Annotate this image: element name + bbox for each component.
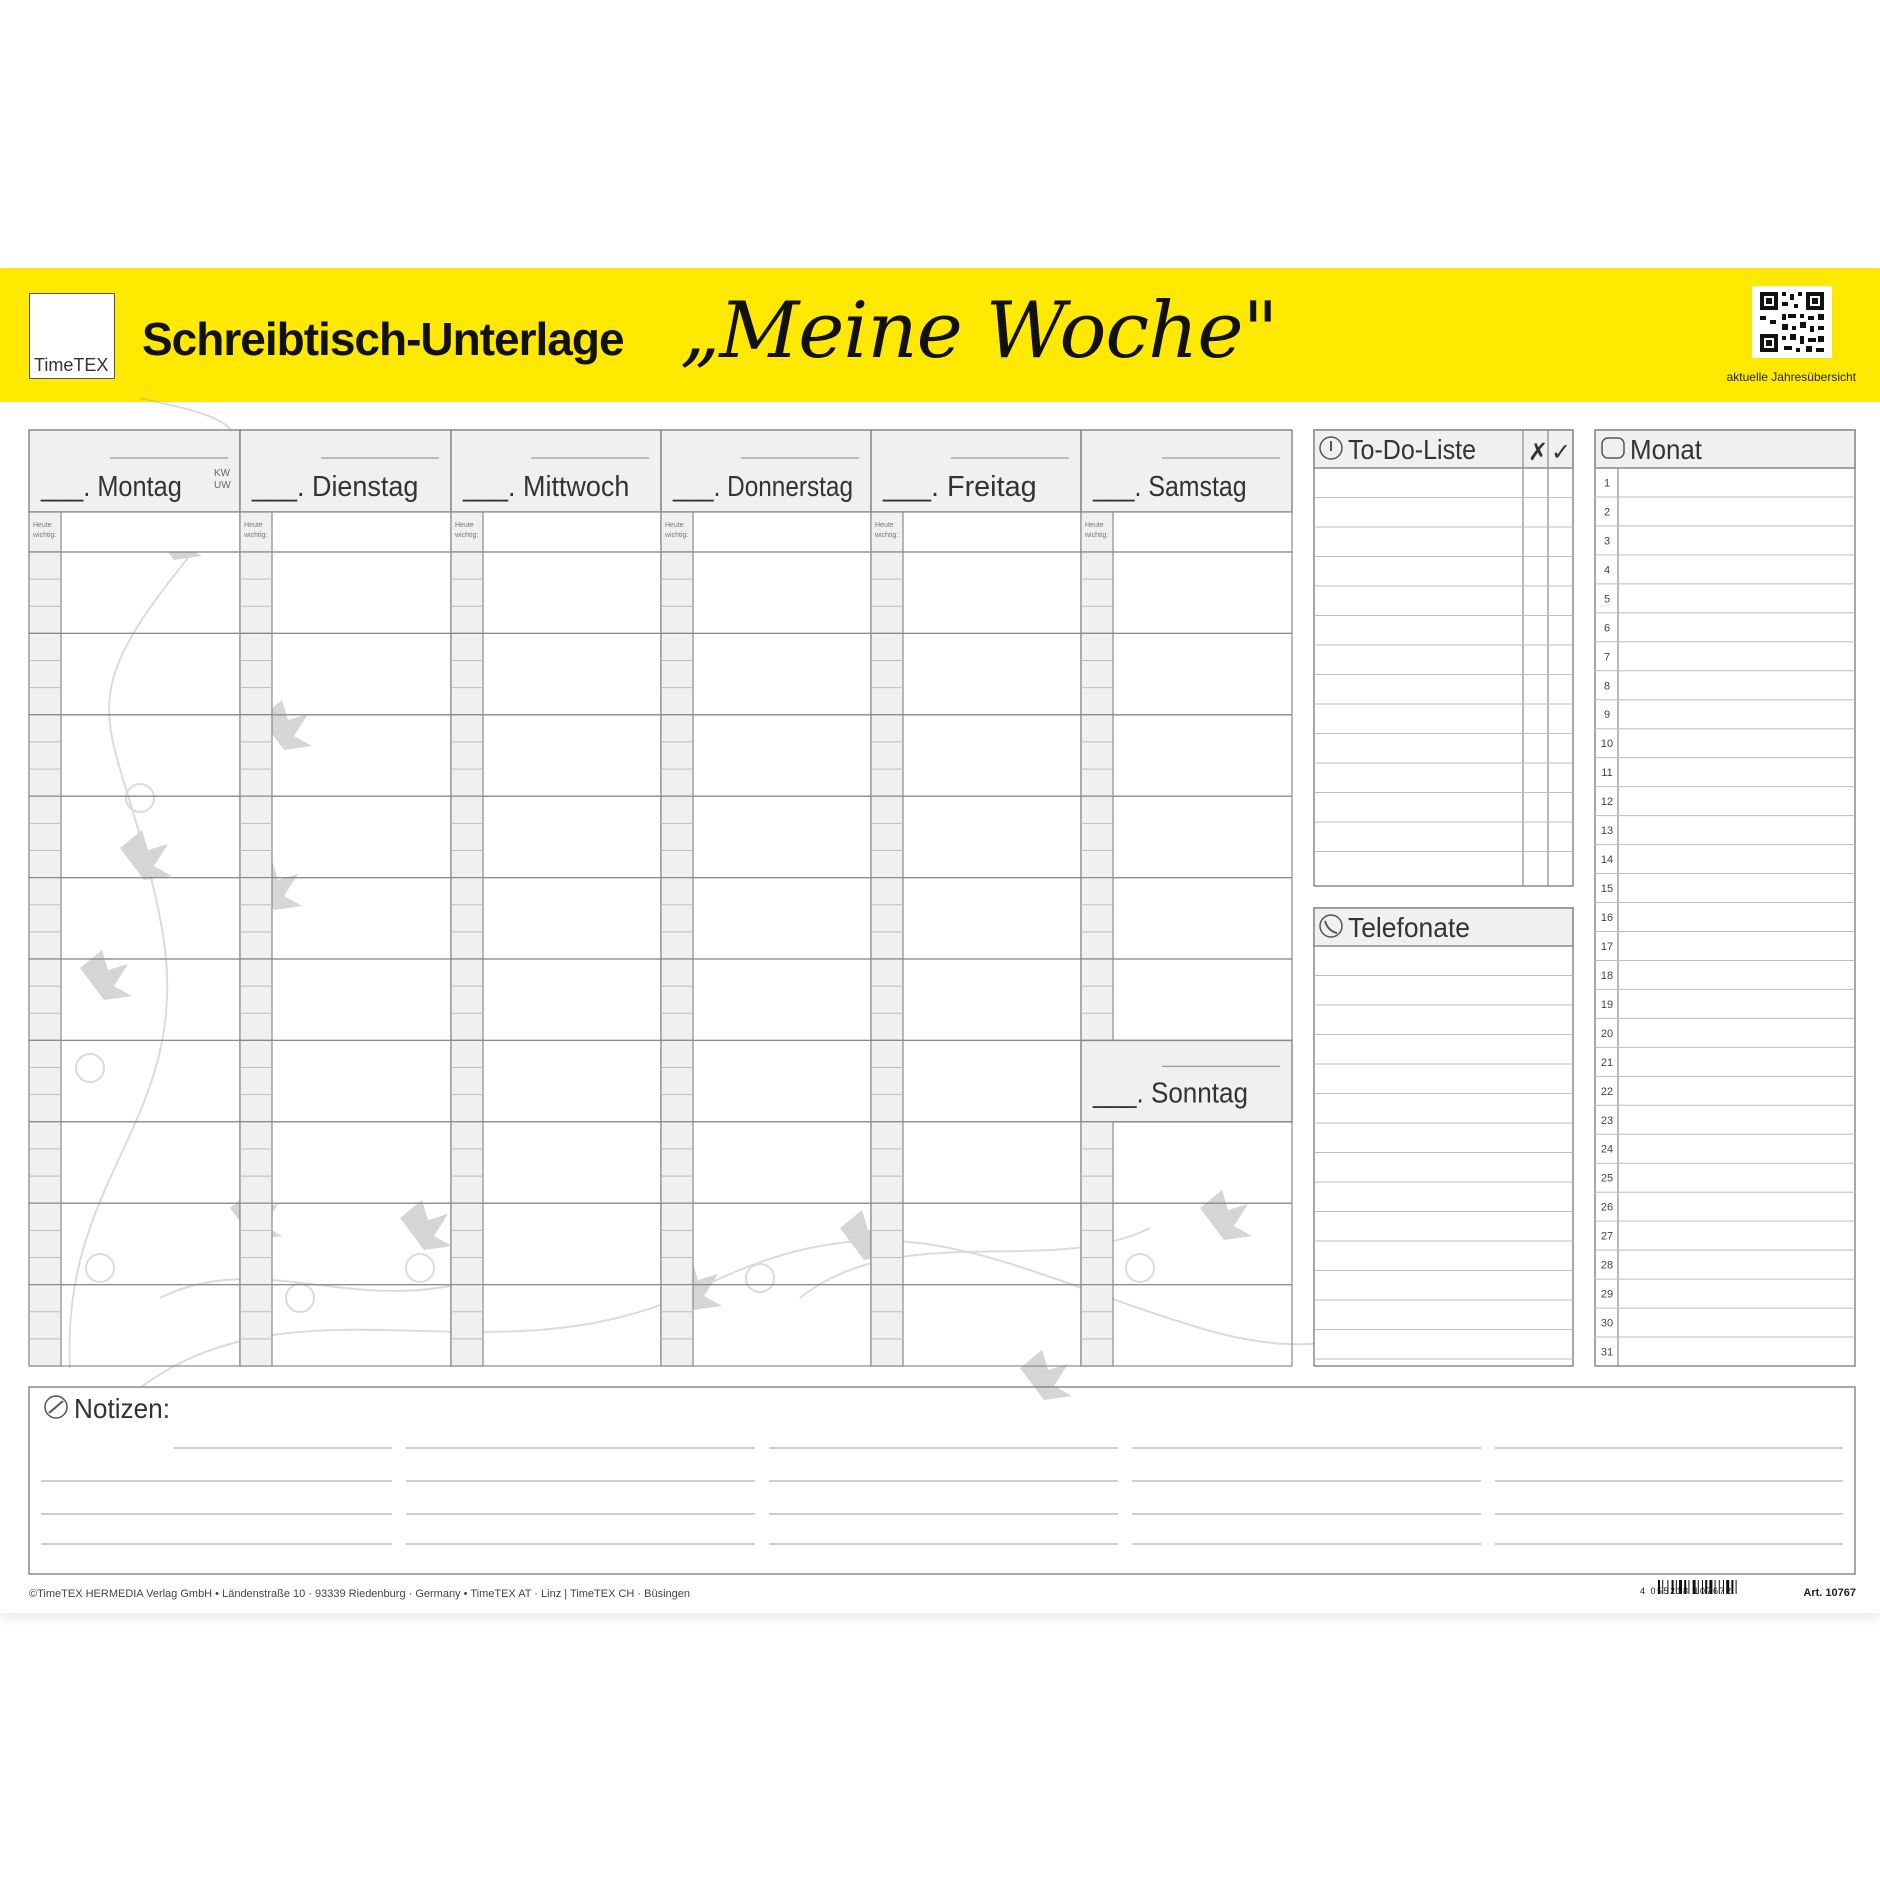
notes-panel <box>29 1387 1855 1574</box>
day-column <box>29 430 240 1366</box>
hour-side-cell <box>451 1040 483 1121</box>
leaf-shape <box>1020 1350 1072 1400</box>
month-day-number: 12 <box>1600 796 1614 809</box>
logo-text: TimeTEX <box>34 355 109 375</box>
day-label-1: ___. Dienstag <box>251 471 419 503</box>
hour-side-cell <box>1081 796 1113 877</box>
month-day-number: 27 <box>1600 1230 1614 1243</box>
hour-side-cell <box>240 796 272 877</box>
month-day-number: 26 <box>1600 1201 1614 1214</box>
pencil-icon-stroke <box>49 1401 63 1413</box>
hour-side-cell <box>871 959 903 1040</box>
swirl-line <box>160 1278 480 1298</box>
hour-side-cell <box>240 552 272 633</box>
hour-side-cell <box>240 1122 272 1203</box>
hour-side-cell <box>451 1285 483 1366</box>
hour-side-cell <box>661 1040 693 1121</box>
month-day-number: 15 <box>1600 883 1614 896</box>
month-day-number: 19 <box>1600 998 1614 1011</box>
month-day-number: 23 <box>1600 1114 1614 1127</box>
swirl-curl <box>126 784 154 812</box>
imprint-text: ©TimeTEX HERMEDIA Verlag GmbH • Ländenstraße 10 · 93339 Riedenburg · Germany • TimeTEX AT · Linz | TimeTEX CH · Büsingen <box>29 1588 690 1600</box>
hour-side-cell <box>661 959 693 1040</box>
heute-label: wichtig: <box>1085 532 1109 539</box>
day-column <box>1081 430 1292 1366</box>
heute-label: Heute <box>244 522 263 529</box>
hour-side-cell <box>1081 1122 1113 1203</box>
hour-side-cell <box>240 715 272 796</box>
barcode-number: 4 055218 107672 <box>1640 1586 1733 1596</box>
month-day-number: 17 <box>1600 940 1614 953</box>
calls-title: Telefonate <box>1348 912 1470 943</box>
swirl-curl <box>406 1254 434 1282</box>
hour-side-cell <box>451 633 483 714</box>
month-day-number: 29 <box>1600 1288 1614 1301</box>
script-title: „Meine Woche" <box>680 286 1278 376</box>
hour-side-cell <box>871 1040 903 1121</box>
month-title: Monat <box>1630 434 1703 465</box>
hour-side-cell <box>240 1040 272 1121</box>
month-day-number: 8 <box>1603 680 1611 693</box>
hour-side-cell <box>661 633 693 714</box>
hour-side-cell <box>871 1203 903 1284</box>
kw-label: KW <box>214 468 231 479</box>
month-day-number: 31 <box>1600 1346 1614 1359</box>
month-day-number: 1 <box>1603 477 1611 490</box>
hour-side-cell <box>871 715 903 796</box>
heute-label: Heute <box>455 522 474 529</box>
month-day-number: 11 <box>1601 767 1613 780</box>
hour-side-cell <box>451 1122 483 1203</box>
month-day-number: 22 <box>1600 1085 1614 1098</box>
month-day-number: 30 <box>1600 1317 1614 1330</box>
heute-label: wichtig: <box>875 532 899 539</box>
hour-side-cell <box>451 1203 483 1284</box>
hour-side-cell <box>871 796 903 877</box>
hour-side-cell <box>240 1285 272 1366</box>
month-day-number: 21 <box>1600 1056 1614 1069</box>
heute-label: Heute <box>665 522 684 529</box>
month-box <box>1595 430 1855 1366</box>
month-day-number: 25 <box>1600 1172 1614 1185</box>
hour-side-cell <box>29 1040 61 1121</box>
hour-side-cell <box>451 796 483 877</box>
day-label-3: ___. Donnerstag <box>672 471 853 503</box>
leaf-shape <box>120 830 172 880</box>
day-column <box>661 430 871 1366</box>
hour-side-cell <box>240 633 272 714</box>
hour-side-cell <box>29 878 61 959</box>
month-day-number: 16 <box>1600 912 1614 924</box>
todo-panel <box>1314 430 1573 886</box>
day-column <box>451 430 661 1366</box>
month-day-number: 9 <box>1603 709 1611 722</box>
month-day-number: 10 <box>1600 738 1614 751</box>
day-label-5: ___. Samstag <box>1092 471 1247 503</box>
calls-box <box>1314 908 1573 1366</box>
hour-side-cell <box>240 959 272 1040</box>
heute-label: Heute <box>1085 522 1104 529</box>
hour-side-cell <box>661 796 693 877</box>
hour-side-cell <box>240 1203 272 1284</box>
hour-side-cell <box>661 1285 693 1366</box>
heute-label: wichtig: <box>33 532 57 539</box>
hour-side-cell <box>661 1203 693 1284</box>
month-day-number: 13 <box>1600 825 1614 838</box>
hour-side-cell <box>871 1285 903 1366</box>
hour-side-cell <box>29 959 61 1040</box>
month-day-number: 24 <box>1600 1143 1614 1156</box>
barcode-bar <box>1736 1580 1737 1594</box>
hour-side-cell <box>871 1122 903 1203</box>
hour-side-cell <box>29 796 61 877</box>
hour-side-cell <box>871 878 903 959</box>
hour-side-cell <box>29 633 61 714</box>
month-day-number: 14 <box>1600 854 1614 867</box>
month-day-number: 20 <box>1600 1027 1614 1040</box>
month-day-number: 28 <box>1600 1259 1614 1272</box>
hour-side-cell <box>451 878 483 959</box>
hour-side-cell <box>1081 715 1113 796</box>
todo-check-header: ✓ <box>1551 439 1572 466</box>
month-day-number: 6 <box>1603 622 1611 635</box>
hour-side-cell <box>1081 1203 1113 1284</box>
heute-label: wichtig: <box>455 532 479 539</box>
day-column <box>871 430 1081 1366</box>
month-day-number: 3 <box>1603 535 1611 548</box>
swirl-curl <box>286 1284 314 1312</box>
todo-box <box>1314 430 1573 886</box>
month-day-number: 5 <box>1603 593 1611 606</box>
hour-side-cell <box>661 1122 693 1203</box>
swirl-curl <box>1126 1254 1154 1282</box>
swirl-curl <box>86 1254 114 1282</box>
heute-label: Heute <box>875 522 894 529</box>
sunday-label: ___. Sonntag <box>1092 1077 1248 1110</box>
swirl-line <box>140 1198 1520 1388</box>
leaf-shape <box>1200 1190 1252 1240</box>
hour-side-cell <box>1081 633 1113 714</box>
article-number: Art. 10767 <box>1803 1587 1856 1599</box>
heute-label: Heute <box>33 522 52 529</box>
todo-title: To-Do-Liste <box>1348 434 1476 465</box>
heute-label: wichtig: <box>244 532 268 539</box>
leaf-shape <box>400 1200 452 1250</box>
hour-side-cell <box>661 552 693 633</box>
day-label-2: ___. Mittwoch <box>462 471 630 503</box>
hour-side-cell <box>29 1203 61 1284</box>
day-label-0: ___. Montag <box>40 471 182 503</box>
heute-label: wichtig: <box>665 532 689 539</box>
hour-side-cell <box>29 1285 61 1366</box>
leaf-shape <box>80 950 132 1000</box>
month-day-number: 7 <box>1603 651 1611 664</box>
hour-side-cell <box>1081 878 1113 959</box>
hour-side-cell <box>29 552 61 633</box>
swirl-curl <box>746 1264 774 1292</box>
hour-side-cell <box>871 633 903 714</box>
hour-side-cell <box>451 959 483 1040</box>
hour-side-cell <box>451 552 483 633</box>
hour-side-cell <box>451 715 483 796</box>
desk-pad-sheet <box>0 268 1880 1613</box>
hour-side-cell <box>29 1122 61 1203</box>
page-title: Schreibtisch-Unterlage <box>142 313 624 365</box>
hour-side-cell <box>1081 552 1113 633</box>
month-day-number: 18 <box>1600 969 1614 982</box>
notes-title: Notizen: <box>74 1393 170 1424</box>
hour-side-cell <box>661 878 693 959</box>
hour-side-cell <box>29 715 61 796</box>
hour-side-cell <box>240 878 272 959</box>
hour-side-cell <box>661 715 693 796</box>
qr-caption: aktuelle Jahresübersicht <box>1726 370 1856 384</box>
month-day-number: 4 <box>1603 564 1611 577</box>
swirl-curl <box>76 1054 104 1082</box>
hour-side-cell <box>1081 1285 1113 1366</box>
month-day-number: 2 <box>1603 506 1611 519</box>
planner-grid <box>0 268 1880 1613</box>
month-panel <box>1595 430 1855 1366</box>
calls-panel <box>1314 908 1573 1366</box>
todo-x-header: ✗ <box>1528 439 1549 466</box>
uw-label: UW <box>214 480 231 491</box>
day-label-4: ___. Freitag <box>882 471 1037 503</box>
hour-side-cell <box>871 552 903 633</box>
hour-side-cell <box>1081 959 1113 1040</box>
